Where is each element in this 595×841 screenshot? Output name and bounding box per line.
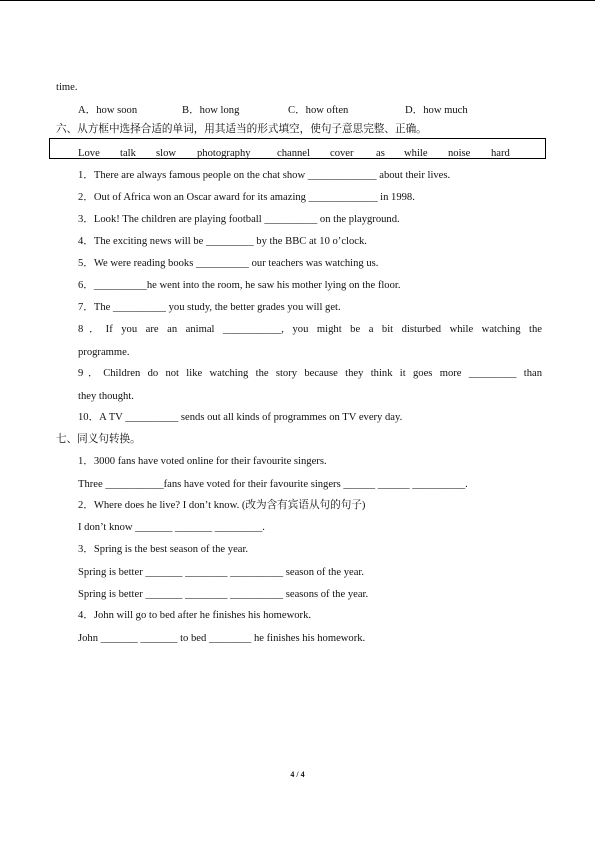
option-a: A．how soon: [78, 105, 138, 116]
section-7-question-3: 3．Spring is the best season of the year.: [78, 544, 249, 555]
word-box: [49, 138, 546, 159]
section-6-item-1: 1．There are always famous people on the chat show _____________ about their lives.: [78, 170, 451, 181]
section-6-heading: 六、从方框中选择合适的单词，用其适当的形式填空，使句子意思完整、正确。: [56, 124, 427, 135]
section-7-answer-line: Three ___________fans have voted for their favourite singers ______ ______ __________.: [78, 479, 468, 490]
section-6-item-4: 4．The exciting news will be _________ by the BBC at 10 o’clock.: [78, 236, 367, 247]
section-6-item-10: 10．A TV __________ sends out all kinds of programmes on TV every day.: [78, 412, 403, 423]
word-box-word: while: [404, 148, 428, 159]
section-7-heading: 七、同义句转换。: [56, 434, 141, 445]
section-7-question-1: 1．3000 fans have voted online for their favourite singers.: [78, 456, 327, 467]
section-7-answer-line: Spring is better _______ ________ __________ season of the year.: [78, 567, 364, 578]
word-box-word: as: [376, 148, 385, 159]
option-d: D．how much: [405, 105, 468, 116]
word-box-word: cover: [330, 148, 354, 159]
section-6-item-6: 6．__________he went into the room, he saw his mother lying on the floor.: [78, 280, 401, 291]
section-6-item-7: 7．The __________ you study, the better grades you will get.: [78, 302, 341, 313]
section-7-question-2: 2．Where does he live? I don’t know. (改为含有宾语从句的句子): [78, 500, 366, 511]
word-box-word: talk: [120, 148, 136, 159]
word-box-word: hard: [491, 148, 510, 159]
word-box-word: slow: [156, 148, 177, 159]
section-7-answer-line: John _______ _______ to bed ________ he finishes his homework.: [78, 633, 366, 644]
continuation-text: time.: [56, 82, 78, 93]
section-6-item-3: 3．Look! The children are playing football __________ on the playground.: [78, 214, 400, 225]
section-6-item-2: 2．Out of Africa won an Oscar award for its amazing _____________ in 1998.: [78, 192, 415, 203]
word-box-word: noise: [448, 148, 471, 159]
option-b: B．how long: [182, 105, 240, 116]
section-7-answer-line: Spring is better _______ ________ __________ seasons of the year.: [78, 589, 369, 600]
section-7-answer-line: I don’t know _______ _______ _________.: [78, 522, 265, 533]
word-box-word: photography: [197, 148, 251, 159]
section-6-item-5: 5．We were reading books __________ our teachers was watching us.: [78, 258, 379, 269]
section-7-question-4: 4．John will go to bed after he finishes his homework.: [78, 610, 312, 621]
page-number: 4 / 4: [290, 770, 305, 779]
word-box-word: Love: [78, 148, 100, 159]
section-6-item-8-continued: programme.: [78, 347, 130, 358]
option-c: C．how often: [288, 105, 349, 116]
word-box-word: channel: [277, 148, 310, 159]
section-6-item-9: 9．Children do not like watching the story because they think it goes more _________ than: [78, 368, 542, 379]
section-6-item-9-continued: they thought.: [78, 391, 134, 402]
section-6-item-8: 8．If you are an animal ___________, you might be a bit disturbed while watching the: [78, 324, 542, 335]
